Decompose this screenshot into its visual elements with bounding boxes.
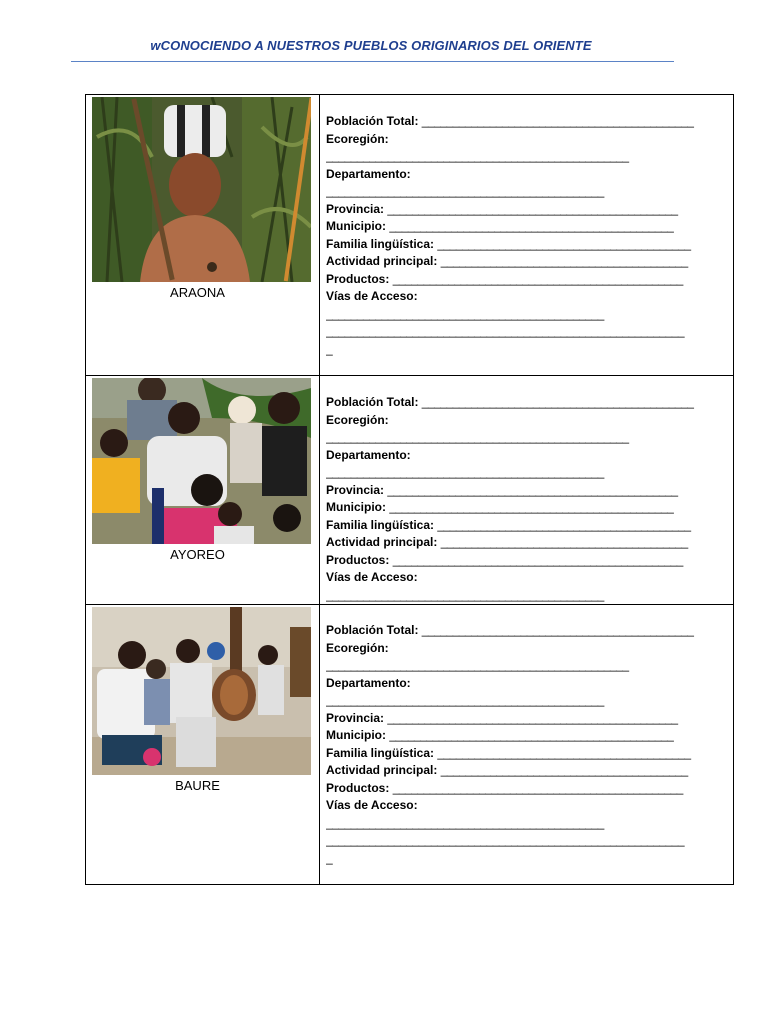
info-cell [320, 376, 734, 605]
people-name: ARAONA [170, 285, 225, 300]
blank-line: _____________________________________________ [326, 587, 604, 602]
field-label: Municipio: [326, 219, 386, 233]
blank-line: _____________________________________________ [326, 815, 604, 830]
photo-ayoreo [92, 378, 311, 544]
image-cell [86, 376, 320, 605]
field-label: Actividad principal: [326, 535, 438, 549]
blank-line: _________________________________________ [437, 745, 691, 760]
people-name: BAURE [175, 778, 220, 793]
blank-line: _______________________________________________ [392, 271, 683, 286]
blank-line: _____________________________________________ [326, 306, 604, 321]
field-label: Familia lingüística: [326, 745, 435, 760]
field-label: Departamento: [326, 675, 411, 690]
blank-line: _________________________________________ [437, 236, 691, 251]
blank-line: _____________________________________________ [326, 184, 604, 198]
blank-line: _________________________________________ [437, 517, 691, 532]
image-cell [86, 95, 320, 376]
title-rule [71, 61, 674, 62]
field-label: Municipio: [326, 728, 386, 742]
field-label: Actividad principal: [326, 763, 438, 777]
blank-line: ________________________________________ [440, 535, 688, 549]
field-label: Ecoregión: [326, 412, 389, 427]
image-cell [86, 605, 320, 885]
blank-line: ________________________________________ [440, 254, 688, 268]
field-label: Municipio: [326, 500, 386, 514]
blank-line: _ [326, 341, 333, 356]
blank-line: _______________________________________________ [392, 780, 683, 795]
blank-line: ____________________________________________ [421, 623, 694, 637]
blank-line: _ [326, 850, 333, 865]
blank-line: ________________________________________ [440, 763, 688, 777]
field-label: Provincia: [326, 710, 385, 725]
info-cell [320, 605, 734, 885]
blank-line: _______________________________________________ [387, 201, 678, 216]
page-title: wCONOCIENDO A NUESTROS PUEBLOS ORIGINARIOS DEL ORIENTE [150, 38, 592, 53]
blank-line: ______________________________________________ [389, 500, 674, 514]
blank-line: _____________________________________________ [326, 693, 604, 707]
field-label: Vías de Acceso: [326, 798, 418, 812]
blank-line: ______________________________________________ [389, 219, 674, 233]
blank-line: ______________________________________________ [389, 728, 674, 742]
blank-line: _________________________________________________ [326, 658, 629, 672]
field-label: Vías de Acceso: [326, 289, 418, 303]
field-label: Población Total: [326, 623, 419, 637]
field-label: Actividad principal: [326, 254, 438, 268]
people-name: AYOREO [170, 547, 225, 562]
field-label: Productos: [326, 271, 390, 286]
field-label: Provincia: [326, 482, 385, 497]
field-label: Ecoregión: [326, 640, 389, 655]
photo-araona [92, 97, 311, 282]
blank-line: __________________________________________________________ [326, 324, 685, 338]
field-label: Familia lingüística: [326, 236, 435, 251]
blank-line: _________________________________________________ [326, 149, 629, 163]
field-label: Productos: [326, 552, 390, 567]
blank-line: _______________________________________________ [392, 552, 683, 567]
photo-baure [92, 607, 311, 775]
blank-line: _______________________________________________ [387, 710, 678, 725]
field-label: Ecoregión: [326, 131, 389, 146]
field-label: Productos: [326, 780, 390, 795]
field-label: Población Total: [326, 395, 419, 409]
blank-line: ____________________________________________ [421, 114, 694, 128]
field-label: Provincia: [326, 201, 385, 216]
table-row [86, 605, 734, 885]
field-label: Departamento: [326, 166, 411, 181]
blank-line: ____________________________________________ [421, 395, 694, 409]
field-label: Vías de Acceso: [326, 570, 418, 584]
blank-line: _______________________________________________ [387, 482, 678, 497]
blank-line: _____________________________________________ [326, 465, 604, 479]
table-row [86, 376, 734, 605]
field-label: Familia lingüística: [326, 517, 435, 532]
blank-line: __________________________________________________________ [326, 833, 685, 847]
blank-line: _________________________________________________ [326, 430, 629, 444]
field-label: Población Total: [326, 114, 419, 128]
field-label: Departamento: [326, 447, 411, 462]
info-cell [320, 95, 734, 376]
table-row [86, 95, 734, 376]
peoples-table [85, 94, 734, 885]
